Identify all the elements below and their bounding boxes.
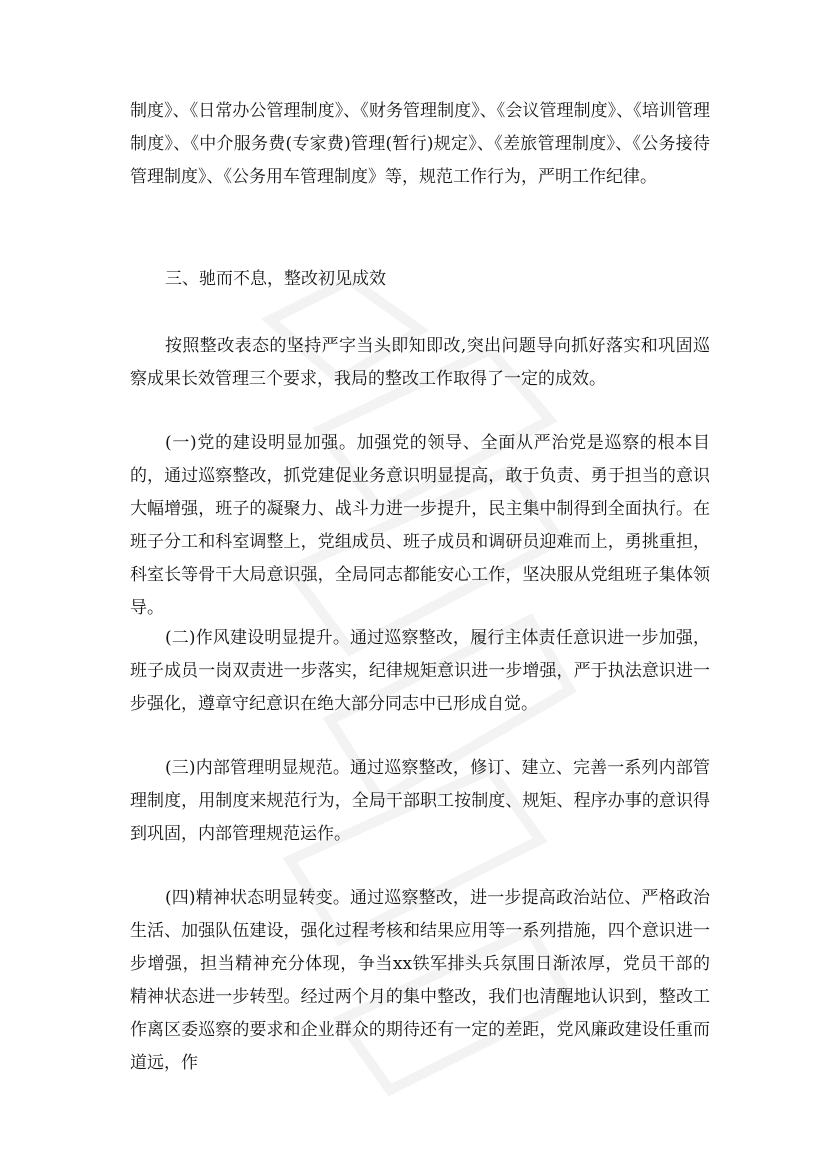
paragraph-item-3: (三)内部管理明显规范。通过巡察整改，修订、建立、完善一系列内部管理制度，用制度来规范行为，全局干部职工按制度、规矩、程序办事的意识得到巩固，内部管理规范运作。: [130, 758, 710, 844]
paragraph-continuation: 制度》、《日常办公管理制度》、《财务管理制度》、《会议管理制度》、《培训管理制度》、《中介服务费(专家费)管理(暂行)规定》、《差旅管理制度》、《公务接待管理制度》、《公务用车管理制度》等，规范工作行为，严明工作纪律。: [130, 101, 710, 187]
paragraph-item-1: (一)党的建设明显加强。加强党的领导、全面从严治党是巡察的根本目的，通过巡察整改，抓党建促业务意识明显提高，敢于负责、勇于担当的意识大幅增强，班子的凝聚力、战斗力进一步提升，民主集中制得到全面执行。在班子分工和科室调整上，党组成员、班子成员和调研员迎难而上，勇挑重担，科室长等骨干大局意识强，全局同志都能安心工作，坚决服从党组班子集体领导。: [130, 433, 710, 618]
paragraph-item-2: (二)作风建设明显提升。通过巡察整改，履行主体责任意识进一步加强，班子成员一岗双责进一步落实，纪律规矩意识进一步增强，严于执法意识进一步强化，遵章守纪意识在绝大部分同志中已形成自觉。: [130, 628, 710, 714]
intro-paragraph: 按照整改表态的坚持严字当头即知即改,突出问题导向抓好落实和巩固巡察成果长效管理三个要求，我局的整改工作取得了一定的成效。: [130, 336, 710, 389]
paragraph-item-4: (四)精神状态明显转变。通过巡察整改，进一步提高政治站位、严格政治生活、加强队伍建设，强化过程考核和结果应用等一系列措施，四个意识进一步增强，担当精神充分体现，争当xx铁军排头兵氛围日渐浓厚，党员干部的精神状态进一步转型。经过两个月的集中整改，我们也清醒地认识到，整改工作离区委巡察的要求和企业群众的期待还有一定的差距，党风廉政建设任重而道远，作: [130, 888, 710, 1073]
section-heading: 三、驰而不息，整改初见成效: [165, 269, 386, 289]
